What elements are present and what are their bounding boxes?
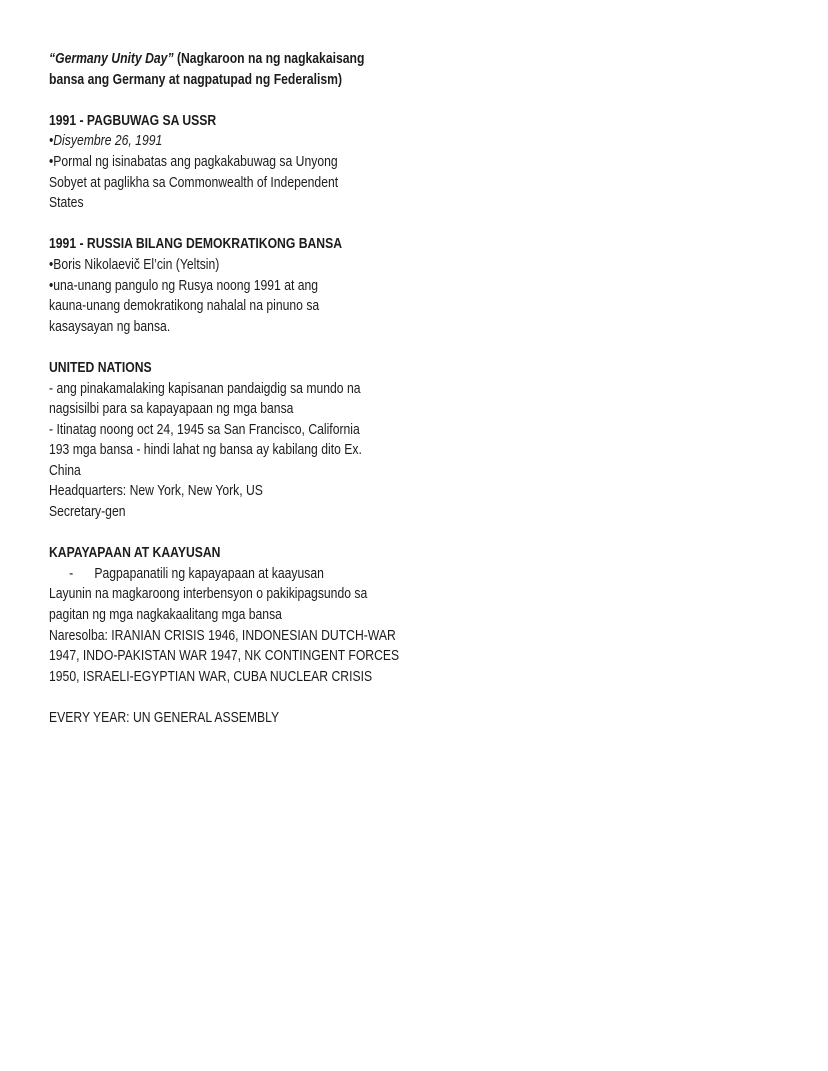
- dash-bullet: -: [69, 565, 74, 582]
- text-line: 1950, ISRAELI-EGYPTIAN WAR, CUBA NUCLEAR CRISIS: [49, 668, 373, 685]
- dash-list-item: [49, 564, 351, 585]
- text-line: - ang pinakamalaking kapisanan pandaigdig sa mundo na: [49, 380, 361, 397]
- text-line: States: [49, 195, 84, 212]
- intro-line-2: bansa ang Germany at nagpatupad ng Federalism): [49, 71, 343, 88]
- document-page: [49, 49, 409, 729]
- section-heading: 1991 - RUSSIA BILANG DEMOKRATIKONG BANSA: [49, 236, 343, 253]
- text-line: - Itinatag noong oct 24, 1945 sa San Francisco, California: [49, 421, 360, 438]
- intro-italic: “Germany Unity Day”: [49, 51, 174, 67]
- section-ussr-dissolution: [49, 111, 409, 214]
- text-line: China: [49, 462, 81, 479]
- text-line: Headquarters: New York, New York, US: [49, 483, 263, 500]
- footer-line: EVERY YEAR: UN GENERAL ASSEMBLY: [49, 710, 280, 726]
- text-line: •Boris Nikolaevič El’cin (Yeltsin): [49, 256, 220, 273]
- text-line: kasaysayan ng bansa.: [49, 318, 171, 335]
- text-line: nagsisilbi para sa kapayapaan ng mga bansa: [49, 401, 294, 418]
- text-line: •una-unang pangulo ng Rusya noong 1991 at ang: [49, 277, 319, 294]
- intro-line-1: [49, 49, 365, 70]
- section-date: •Disyembre 26, 1991: [49, 133, 163, 150]
- section-united-nations: [49, 358, 409, 523]
- text-line: pagitan ng mga nagkakaalitang mga bansa: [49, 607, 282, 624]
- text-line: Naresolba: IRANIAN CRISIS 1946, INDONESIAN DUTCH-WAR: [49, 627, 396, 644]
- text-line: Sobyet at paglikha sa Commonwealth of Independent: [49, 174, 339, 191]
- list-item-text: Pagpapanatili ng kapayapaan at kaayusan: [94, 565, 324, 582]
- text-line: kauna-unang demokratikong nahalal na pinuno sa: [49, 298, 320, 315]
- intro-bold: (Nagkaroon na ng nagkakaisang: [173, 51, 365, 67]
- section-russia-democratic: [49, 234, 409, 337]
- section-heading: KAPAYAPAAN AT KAAYUSAN: [49, 545, 221, 562]
- section-peace-order: [49, 543, 409, 687]
- text-line: 1947, INDO-PAKISTAN WAR 1947, NK CONTINGENT FORCES: [49, 648, 400, 665]
- section-heading: 1991 - PAGBUWAG SA USSR: [49, 112, 217, 129]
- text-line: Layunin na magkaroong interbensyon o pakikipagsundo sa: [49, 586, 368, 603]
- text-line: Secretary-gen: [49, 504, 126, 521]
- section-heading: UNITED NATIONS: [49, 359, 152, 376]
- text-line: 193 mga bansa - hindi lahat ng bansa ay kabilang dito Ex.: [49, 442, 362, 459]
- text-line: •Pormal ng isinabatas ang pagkakabuwag sa Unyong: [49, 153, 338, 170]
- intro-paragraph: [49, 49, 409, 90]
